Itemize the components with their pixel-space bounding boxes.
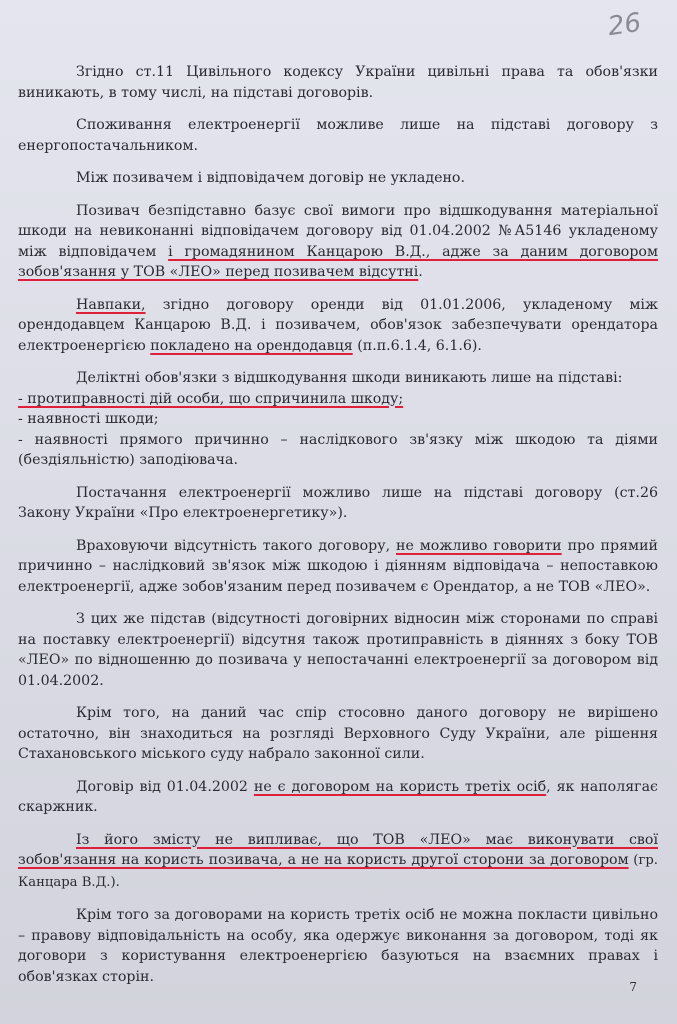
paragraph-11	[18, 777, 658, 818]
paragraph-1: Згідно ст.11 Цивільного кодексу України цивільні права та обов'язки виникають, в тому числі, на підставі договорів.	[18, 64, 658, 101]
paragraph-8-text: Враховуючи відсутність такого договору,	[76, 537, 396, 554]
paragraph-5	[18, 295, 658, 357]
list-item-1: - протиправності дій особи, що спричинила шкоду;	[18, 390, 404, 407]
paragraph-5-underlined: покладено на орендодавця	[150, 337, 353, 354]
document-body	[18, 62, 658, 999]
paragraph-10: Крім того, на даний час спір стосовно даного договору не вирішено остаточно, він знаходиться на розгляді Верховного Суду України, але рішення Стахановського міського суду набрало законної сили.	[18, 705, 658, 762]
list-item-3: - наявності прямого причинно – наслідкового зв'язку між шкодою та діями (бездіяльністю) заподіювача.	[18, 431, 658, 468]
handwritten-page-number: 26	[605, 7, 643, 43]
paragraph-12	[18, 830, 658, 894]
paragraph-2: Споживання електроенергії можливе лише на підставі договору з енергопостачальником.	[18, 117, 658, 154]
paragraph-12-underlined: Із його змісту не випливає, що ТОВ «ЛЕО» має виконувати свої зобов'язання на користь позивача, а не на користь другої сторони за договором	[18, 831, 658, 868]
paragraph-5-end: (п.п.6.1.4, 6.1.6).	[352, 337, 482, 354]
paragraph-11-text: Договір від 01.04.2002	[76, 778, 254, 795]
paragraph-12-end: (гр. Канцара В.Д.).	[18, 853, 658, 890]
paragraph-11-end: , як наполягає скаржник.	[18, 778, 658, 815]
page-number: 7	[629, 980, 637, 994]
paragraph-8	[18, 536, 658, 598]
paragraph-8-end: про прямий причинно – наслідковий зв'язок між шкодою і діянням відповідача – непоставкою електроенергії, адже зобов'язаним перед позивачем є Орендатор, а не ТОВ «ЛЕО».	[18, 537, 658, 595]
paragraph-9: З цих же підстав (відсутності договірних відносин між сторонами по справі на поставку електроенергії) відсутня також протиправність в діяннях з боку ТОВ «ЛЕО» по відношенню до позивача у непостачанні електроенергії за договором від 01.04.2002.	[18, 611, 658, 689]
paragraph-4-end: .	[418, 264, 423, 280]
paragraph-7: Постачання електроенергії можливо лише на підставі договору (ст.26 Закону України «Про електроенергетику»).	[18, 484, 658, 521]
paragraph-8-underlined: не можливо говорити	[396, 537, 562, 554]
list-item-2: - наявності шкоди;	[18, 411, 159, 427]
paragraph-6-intro: Деліктні обов'язки з відшкодування шкоди виникають лише на підставі:	[76, 370, 623, 386]
paragraph-4-underlined: і громадянином Канцарою В.Д., адже за даним договором зобов'язання у ТОВ «ЛЕО» перед позивачем відсутні	[18, 243, 659, 280]
paragraph-4-text: Позивач безпідставно базує свої вимоги про відшкодування матеріальної шкоди на невиконанні відповідачем договору від 01.04.2002 №А5146 укладеному між відповідачем	[18, 202, 658, 260]
paragraph-4	[18, 201, 658, 283]
paragraph-11-underlined: не є договором на користь третіх осіб	[253, 778, 547, 795]
paragraph-3: Між позивачем і відповідачем договір не укладено.	[76, 170, 465, 186]
paragraph-5-underlined-start: Навпаки,	[76, 296, 146, 313]
paragraph-5-text: згідно договору оренди від 01.01.2006, укладеному між орендодавцем Канцарою В.Д. і позивачем, обов'язок забезпечувати орендатора електроенергією	[18, 296, 658, 354]
paragraph-6	[18, 368, 658, 471]
paragraph-13: Крім того за договорами на користь третіх осіб не можна покласти цивільно – правову відповідальність на особу, яка одержує виконання за договором, тоді як договори з користування електроенергією базуються на взаємних правах і обов'язках сторін.	[18, 907, 658, 985]
